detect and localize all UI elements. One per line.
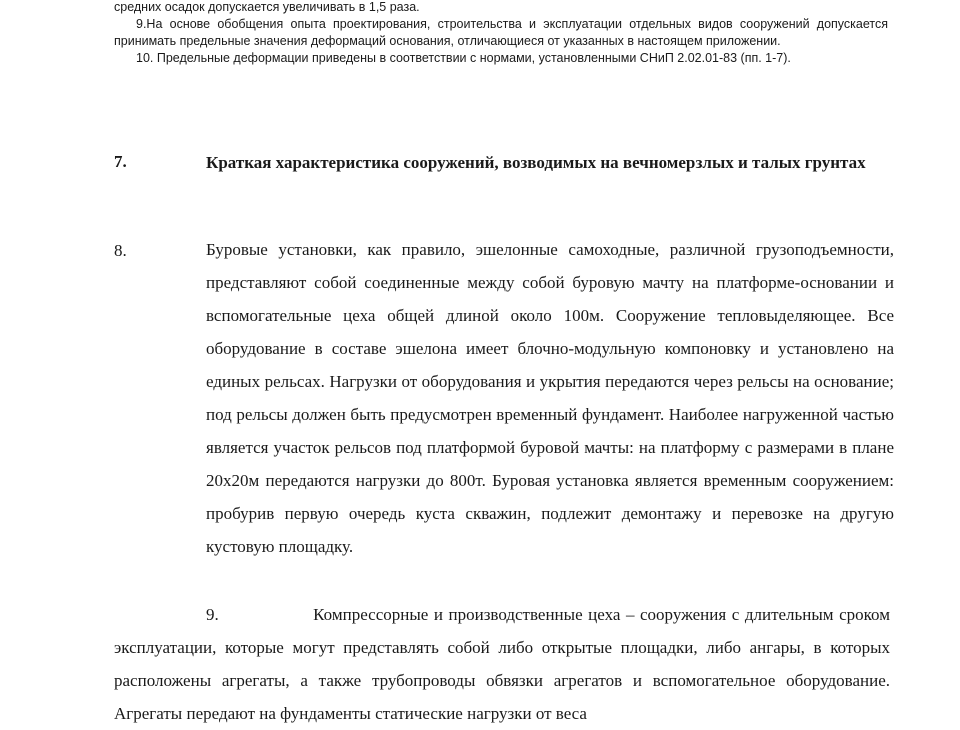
paragraph-9: 9. Компрессорные и производственные цеха – сооружения с длительным сроком эксплуатации, которые могут представлять собой либо открытые площадки, либо ангары, в которых расположены агрегаты, а также трубопроводы обвязки агрегатов и вспомогательное оборудование. Агрегаты передают на фундаменты статические нагрузки от веса bbox=[114, 605, 890, 723]
note-item-10: 10. Предельные деформации приведены в соответствии с нормами, установленными СНиП 2.02.01-83 (пп. 1-7). bbox=[136, 51, 791, 65]
section-number: 7. bbox=[114, 152, 127, 171]
paragraph-8: Буровые установки, как правило, эшелонные самоходные, различной грузоподъемности, представляют собой соединенные между собой буровую мачту на платформе-основании и вспомогательные цеха общей длиной около 100м. Сооружение тепловыделяющее. Все оборудование в составе эшелона имеет блочно-модульную компоновку и установлено на единых рельсах. Нагрузки от оборудования и укрытия передаются через рельсы на основание; под рельсы должен быть предусмотрен временный фундамент. Наиболее нагруженной частью является участок рельсов под платформой буровой мачты: на платформу с размерами в плане 20х20м передаются нагрузки до 800т. Буровая установка является временным сооружением: пробурив первую очередь куста скважин, подлежит демонтажу и перевозке на другую кустовую площадку. bbox=[206, 240, 894, 556]
note-item-9: 9.На основе обобщения опыта проектирования, строительства и эксплуатации отдельных видов сооружений допускается принимать предельные значения деформаций основания, отличающиеся от указанных в настоящем приложении. bbox=[114, 17, 888, 48]
section-heading: Краткая характеристика сооружений, возводимых на вечномерзлых и талых грунтах bbox=[206, 153, 866, 172]
note-line-continued: средних осадок допускается увеличивать в 1,5 раза. bbox=[114, 0, 420, 14]
paragraph-number-8: 8. bbox=[114, 241, 127, 260]
top-notes bbox=[114, 0, 888, 67]
